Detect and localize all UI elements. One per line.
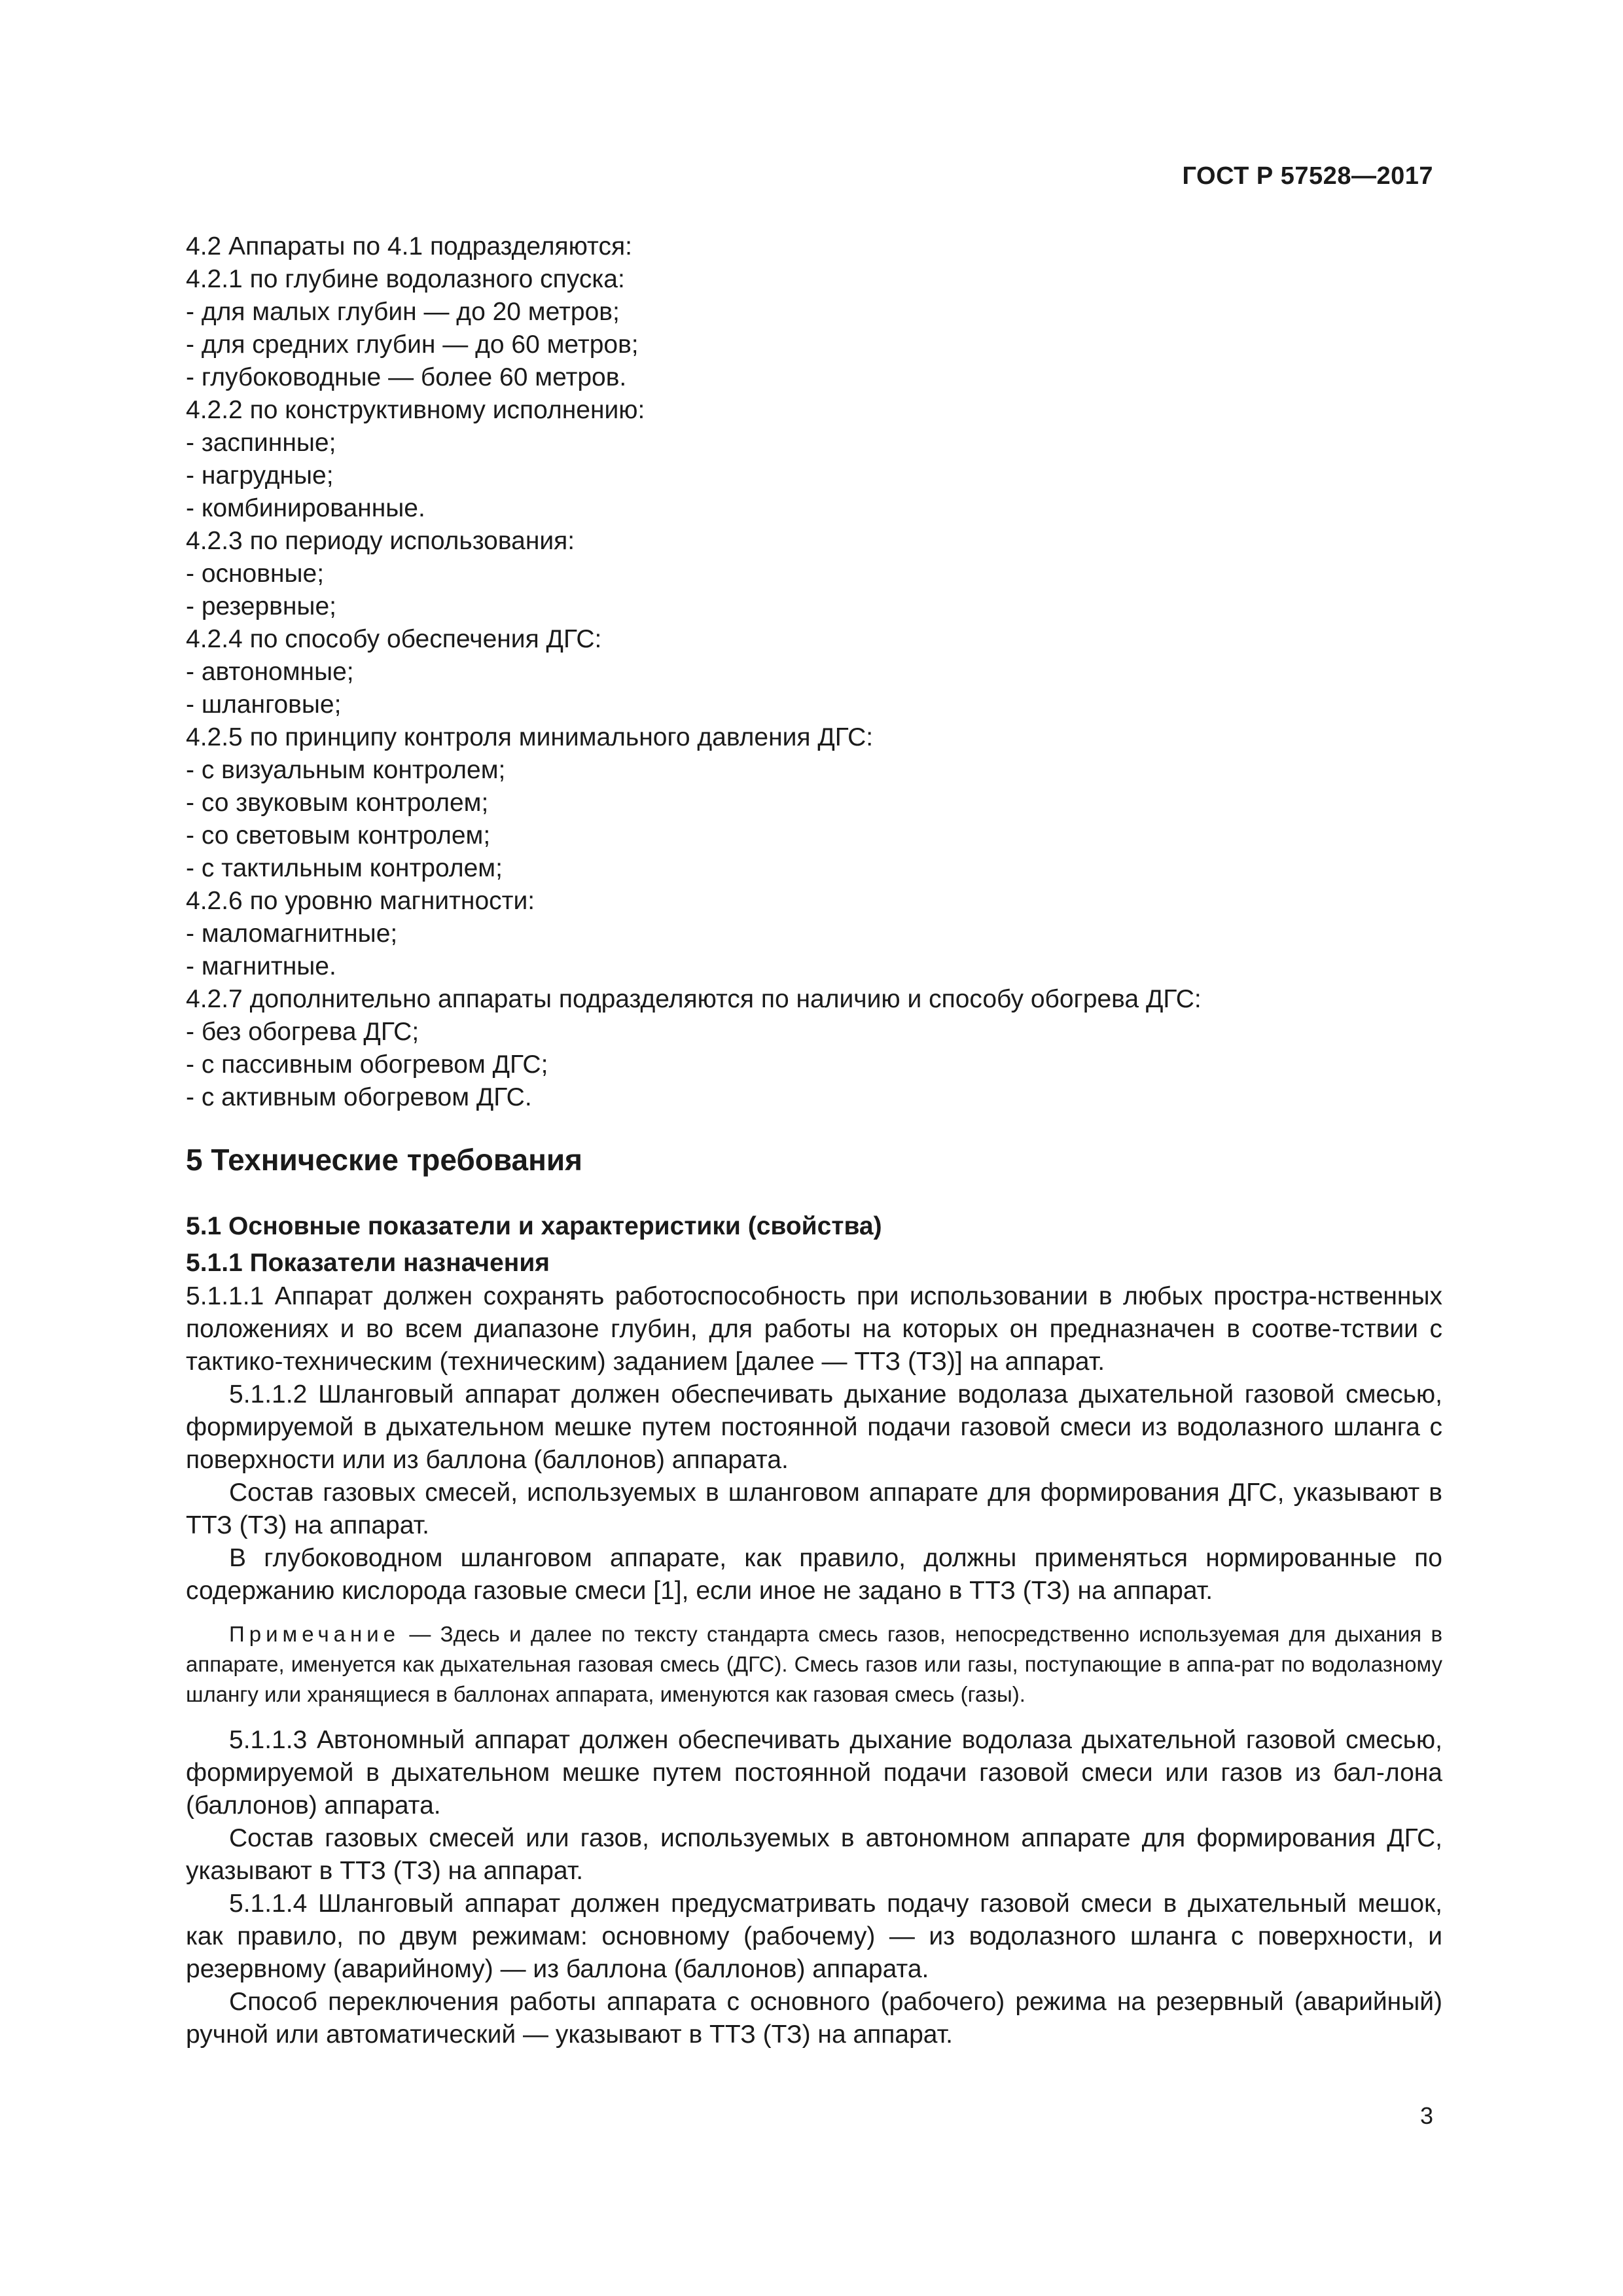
list-line: 4.2.4 по способу обеспечения ДГС: xyxy=(186,625,602,653)
list-line: 4.2.6 по уровню магнитности: xyxy=(186,887,535,915)
list-line: - со звуковым контролем; xyxy=(186,789,489,817)
classification-list xyxy=(186,230,1442,1114)
list-line: - с тактильным контролем; xyxy=(186,854,503,882)
list-line: 4.2.5 по принципу контроля минимального давления ДГС: xyxy=(186,723,874,751)
list-line: - комбинированные. xyxy=(186,494,425,522)
paragraph-text: Состав газовых смесей, используемых в шланговом аппарате для формирования ДГС, указывают в ТТЗ (ТЗ) на аппарат. xyxy=(186,1479,1442,1539)
note-label: Примечание xyxy=(229,1622,401,1646)
list-line: - глубоководные — более 60 метров. xyxy=(186,363,627,391)
list-line: - с визуальным контролем; xyxy=(186,756,506,784)
list-line: - нагрудные; xyxy=(186,461,334,490)
section-title: 5 Технические требования xyxy=(186,1143,582,1177)
list-line: - основные; xyxy=(186,560,325,588)
standard-designation: ГОСТ Р 57528—2017 xyxy=(1182,162,1433,190)
page-content xyxy=(186,230,1442,2051)
note xyxy=(186,1619,1442,1710)
paragraph xyxy=(186,1542,1442,1607)
list-line: 4.2 Аппараты по 4.1 подразделяются: xyxy=(186,232,632,260)
list-line: 4.2.7 дополнительно аппараты подразделяются по наличию и способу обогрева ДГС: xyxy=(186,985,1202,1013)
paragraph xyxy=(186,1280,1442,1378)
list-line: - магнитные. xyxy=(186,952,336,980)
paragraph-text: 5.1.1.3 Автономный аппарат должен обеспечивать дыхание водолаза дыхательной газовой смесью, формируемой в дыхательном мешке путем постоянной подачи газовой смеси или газов из бал-лона (баллонов) аппарата. xyxy=(186,1726,1442,1820)
subsection-subtitle xyxy=(186,1246,1442,1280)
list-line: - без обогрева ДГС; xyxy=(186,1018,419,1046)
note-text: — Здесь и далее по тексту стандарта смесь газов, непосредственно используемая для дыхания в аппарате, именуется как дыхательная газовая смесь (ДГС). Смесь газов или газы, поступающие в аппа-рат по водолазному шлангу или хранящиеся в баллонах аппарата, именуются как газовая смесь (газы). xyxy=(186,1622,1442,1706)
list-line: - автономные; xyxy=(186,658,354,686)
paragraph-text: 5.1.1.2 Шланговый аппарат должен обеспечивать дыхание водолаза дыхательной газовой смесью, формируемой в дыхательном мешке путем постоянной подачи газовой смеси из водолазного шланга с поверхности или из баллона (баллонов) аппарата. xyxy=(186,1380,1442,1474)
list-line: 4.2.2 по конструктивному исполнению: xyxy=(186,396,645,424)
subsection-title: 5.1 Основные показатели и характеристики (свойства) xyxy=(186,1212,882,1240)
list-line: 4.2.1 по глубине водолазного спуска: xyxy=(186,265,625,293)
paragraph-text: 5.1.1.4 Шланговый аппарат должен предусматривать подачу газовой смеси в дыхательный мешок, как правило, по двум режимам: основному (рабочему) — из водолазного шланга с поверхности, и резервному (аварийному) — из баллона (баллонов) аппарата. xyxy=(186,1890,1442,1983)
list-line: - резервные; xyxy=(186,592,336,620)
list-line: - с активным обогревом ДГС. xyxy=(186,1083,532,1111)
list-line: - с пассивным обогревом ДГС; xyxy=(186,1050,548,1079)
paragraph xyxy=(186,1477,1442,1542)
list-line: 4.2.3 по периоду использования: xyxy=(186,527,575,555)
paragraph xyxy=(186,1888,1442,1986)
paragraph xyxy=(186,1724,1442,1822)
subsection-subtitle-text: 5.1.1 Показатели назначения xyxy=(186,1249,550,1277)
paragraph-text: Способ переключения работы аппарата с основного (рабочего) режима на резервный (аварийный) ручной или автоматический — указывают в ТТЗ (ТЗ) на аппарат. xyxy=(186,1988,1442,2049)
list-line: - со световым контролем; xyxy=(186,821,491,850)
paragraph xyxy=(186,1822,1442,1888)
page-number: 3 xyxy=(1419,2102,1433,2129)
list-line: - маломагнитные; xyxy=(186,920,398,948)
list-line: - для средних глубин — до 60 метров; xyxy=(186,331,639,359)
paragraph xyxy=(186,1378,1442,1477)
list-line: - для малых глубин — до 20 метров; xyxy=(186,298,620,326)
paragraph-text: В глубоководном шланговом аппарате, как правило, должны применяться нормированные по содержанию кислорода газовые смеси [1], если иное не задано в ТТЗ (ТЗ) на аппарат. xyxy=(186,1544,1442,1605)
paragraph-text: Состав газовых смесей или газов, используемых в автономном аппарате для формирования ДГС, указывают в ТТЗ (ТЗ) на аппарат. xyxy=(186,1824,1442,1885)
paragraph xyxy=(186,1986,1442,2051)
list-line: - заспинные; xyxy=(186,429,336,457)
list-line: - шланговые; xyxy=(186,691,342,719)
paragraph-text: 5.1.1.1 Аппарат должен сохранять работоспособность при использовании в любых простра-нственных положениях и во всем диапазоне глубин, для работы на которых он предназначен в соотве-тствии с тактико-техническим (техническим) заданием [далее — ТТЗ (ТЗ)] на аппарат. xyxy=(186,1282,1442,1376)
